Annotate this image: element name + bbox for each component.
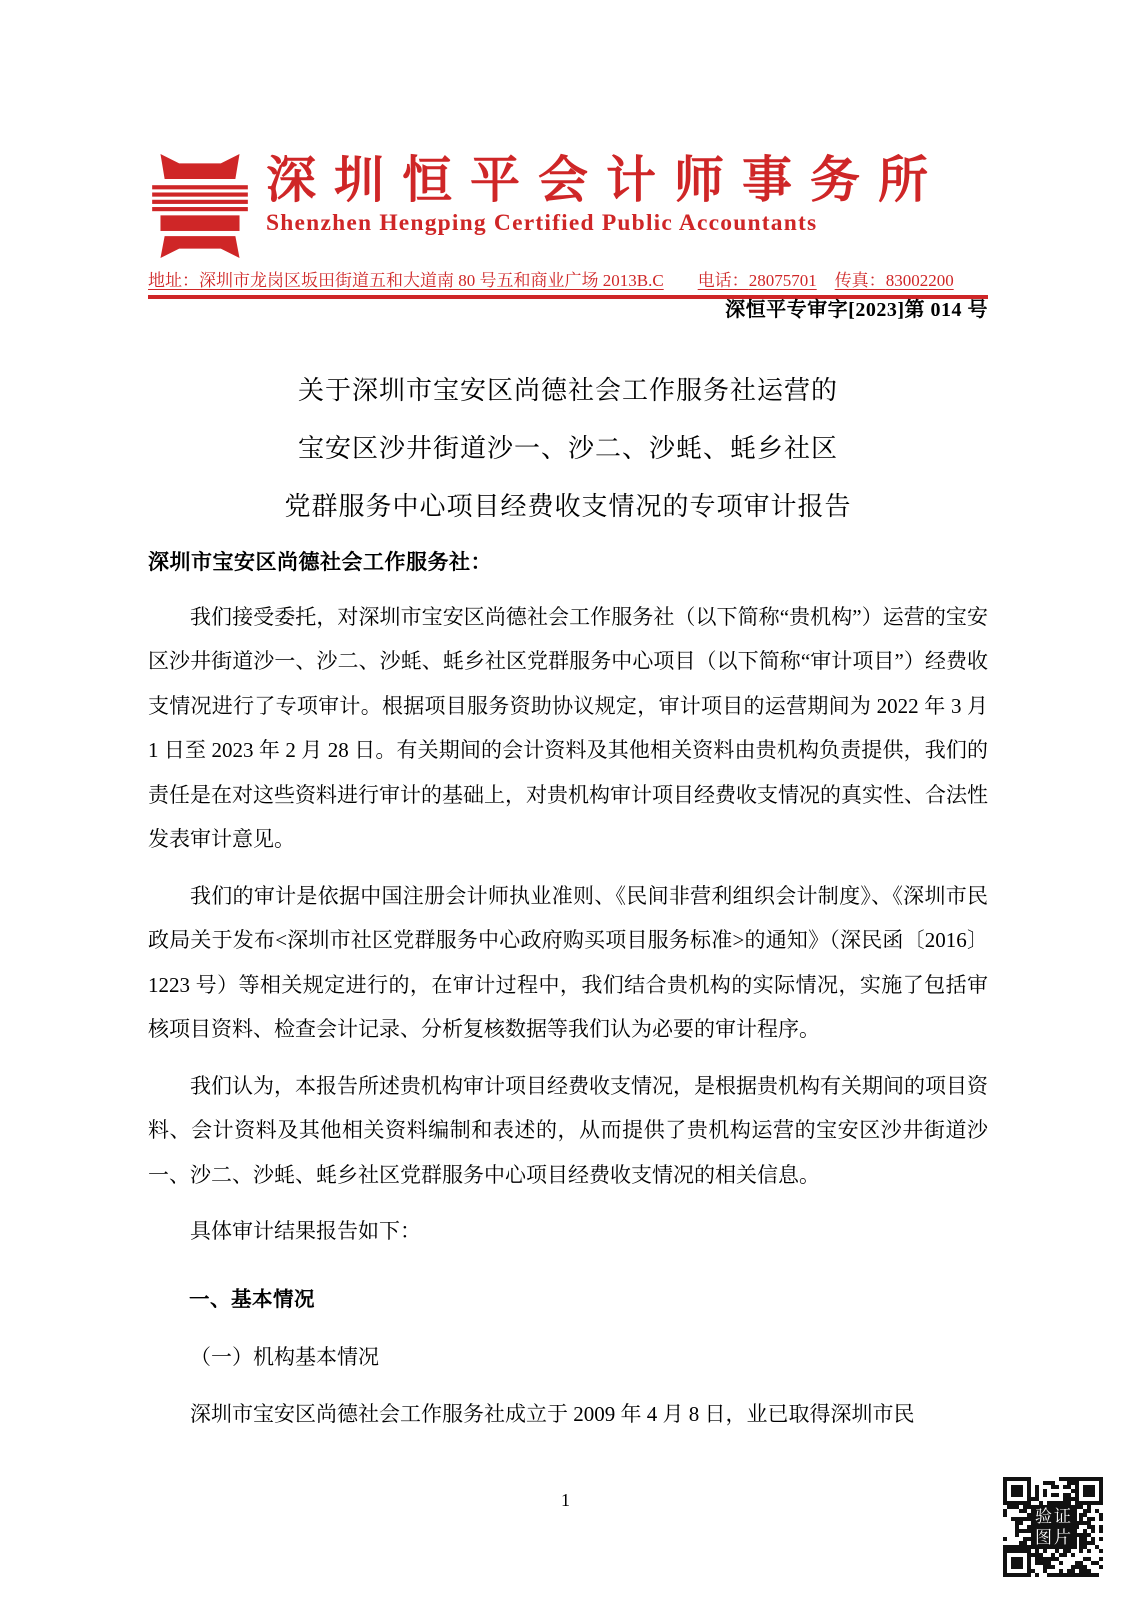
paragraph-opinion: 我们认为，本报告所述贵机构审计项目经费收支情况，是根据贵机构有关期间的项目资料、会计资料及其他相关资料编制和表述的，从而提供了贵机构运营的宝安区沙井街道沙一、沙二、沙蚝、蚝乡社区党群服务中心项目经费收支情况的相关信息。 [148,1073,988,1187]
section-heading-basic-info: 一、基本情况 [189,1287,315,1311]
phone-label: 电话： [697,271,749,290]
company-name-cn: 深圳恒平会计师事务所 [266,152,946,208]
fax-label: 传真： [834,271,886,290]
subsection-heading-org-info: （一）机构基本情况 [190,1345,379,1369]
report-title-line-3: 党群服务中心项目经费收支情况的专项审计报告 [284,492,852,521]
company-logo-icon [148,154,252,258]
paragraph-engagement: 我们接受委托，对深圳市宝安区尚德社会工作服务社（以下简称“贵机构”）运营的宝安区沙井街道沙一、沙二、沙蚝、蚝乡社区党群服务中心项目（以下简称“审计项目”）经费收支情况进行了专项审计。根据项目服务资助协议规定，审计项目的运营期间为 2022 年 3 月 1 日至 2023 年 2 月 28 日。有关期间的会计资料及其他相关资料由贵机构负责提供，我们的责任是在对这些资料进行审计的基础上，对贵机构审计项目经费收支情况的真实性、合法性发表审计意见。 [148,604,988,851]
report-title-line-2: 宝安区沙井街道沙一、沙二、沙蚝、蚝乡社区 [297,434,838,463]
document-number: 深恒平专审字[2023]第 014 号 [725,299,988,321]
company-name-en: Shenzhen Hengping Certified Public Accountants [266,210,818,236]
paragraph-audit-basis: 我们的审计是依据中国注册会计师执业准则、《民间非营利组织会计制度》、《深圳市民政局关于发布<深圳市社区党群服务中心政府购买项目服务标准>的通知》（深民函〔2016〕1223 号）等相关规定进行的，在审计过程中，我们结合贵机构的实际情况，实施了包括审核项目资料、检查会计记录、分析复核数据等我们认为必要的审计程序。 [148,883,988,1041]
paragraph-results-intro: 具体审计结果报告如下： [190,1219,421,1243]
qr-center-label: 验证图片 [1031,1505,1077,1549]
salutation: 深圳市宝安区尚德社会工作服务社： [148,550,492,574]
phone-value: 28075701 [748,271,817,290]
report-body [148,540,988,1436]
report-title-line-1: 关于深圳市宝安区尚德社会工作服务社运营的 [297,376,838,405]
paragraph-org-establishment: 深圳市宝安区尚德社会工作服务社成立于 2009 年 4 月 8 日，业已取得深圳市民 [190,1401,915,1426]
report-title [148,362,988,536]
address-value: 深圳市龙岗区坂田街道五和大道南 80 号五和商业广场 2013B.C [199,271,664,290]
address-label: 地址： [148,271,199,290]
page-number: 1 [561,1490,570,1510]
letterhead [148,152,988,299]
fax-value: 83002200 [885,271,954,290]
